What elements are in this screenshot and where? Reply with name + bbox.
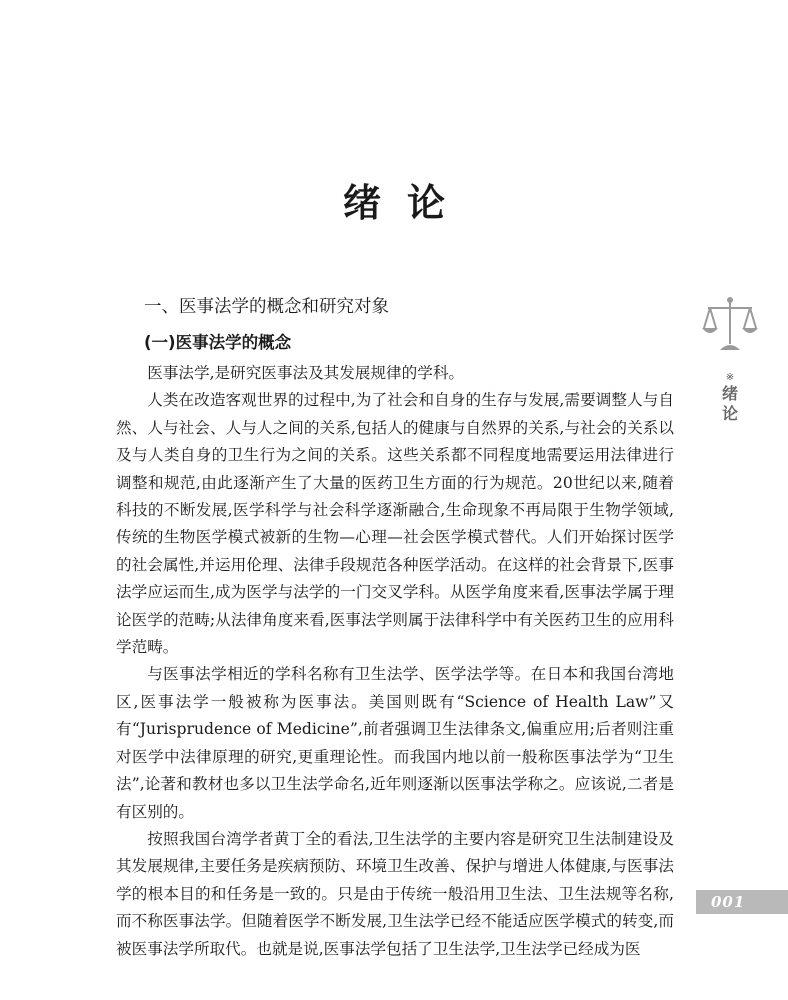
side-mark: ※: [725, 372, 735, 383]
paragraph: 与医事法学相近的学科名称有卫生法学、医学法学等。在日本和我国台湾地区,医事法学一般被称为医事法。美国则既有“Science of Health Law”又有“Jurisprudence of Medicine”,前者强调卫生法律条文,偏重应用;后者则注重对医学中法律原理的研究,更重理论性。而我国内地以前一般称医事法学为“卫生法”,论著和教材也多以卫生法学命名,近年则逐渐以医事法学称之。应该说,二者是有区别的。: [116, 665, 674, 821]
paragraph: 按照我国台湾学者黄丁全的看法,卫生法学的主要内容是研究卫生法制建设及其发展规律,主要任务是疾病预防、环境卫生改善、保护与增进人体健康,与医事法学的根本目的和任务是一致的。只是由于传统一般沿用卫生法、卫生法规等名称,而不称医事法学。但随着医学不断发展,卫生法学已经不能适应医学模式的转变,而被医事法学所取代。也就是说,医事法学包括了卫生法学,卫生法学已经成为医: [116, 829, 674, 958]
side-label-char: 绪: [721, 384, 738, 403]
subsection-heading: (一)医事法学的概念: [144, 333, 292, 352]
page-number: 001: [711, 893, 746, 911]
paragraph: 人类在改造客观世界的过程中,为了社会和自身的生存与发展,需要调整人与自然、人与社会、人与人之间的关系,包括人的健康与自然界的关系,与社会的关系以及与人类自身的卫生行为之间的关系。这些关系都不同程度地需要运用法律进行调整和规范,由此逐渐产生了大量的医药卫生方面的行为规范。20世纪以来,随着科技的不断发展,医学科学与社会科学逐渐融合,生命现象不再局限于生物学领域,传统的生物医学模式被新的生物—心理—社会医学模式替代。人们开始探讨医学的社会属性,并运用伦理、法律手段规范各种医学活动。在这样的社会背景下,医事法学应运而生,成为医学与法学的一门交叉学科。从医学角度来看,医事法学属于理论医学的范畴;从法律角度来看,医事法学则属于法律科学中有关医药卫生的应用科学范畴。: [116, 391, 674, 657]
paragraph: 医事法学,是研究医事法及其发展规律的学科。: [147, 364, 465, 382]
body-text: [116, 360, 674, 963]
section-heading: 一、医事法学的概念和研究对象: [144, 297, 389, 317]
side-label-char: 论: [721, 404, 738, 423]
side-label: [716, 384, 744, 424]
chapter-title: 绪论: [342, 181, 471, 225]
side-tab: [700, 292, 760, 356]
scales-icon: [700, 292, 760, 356]
